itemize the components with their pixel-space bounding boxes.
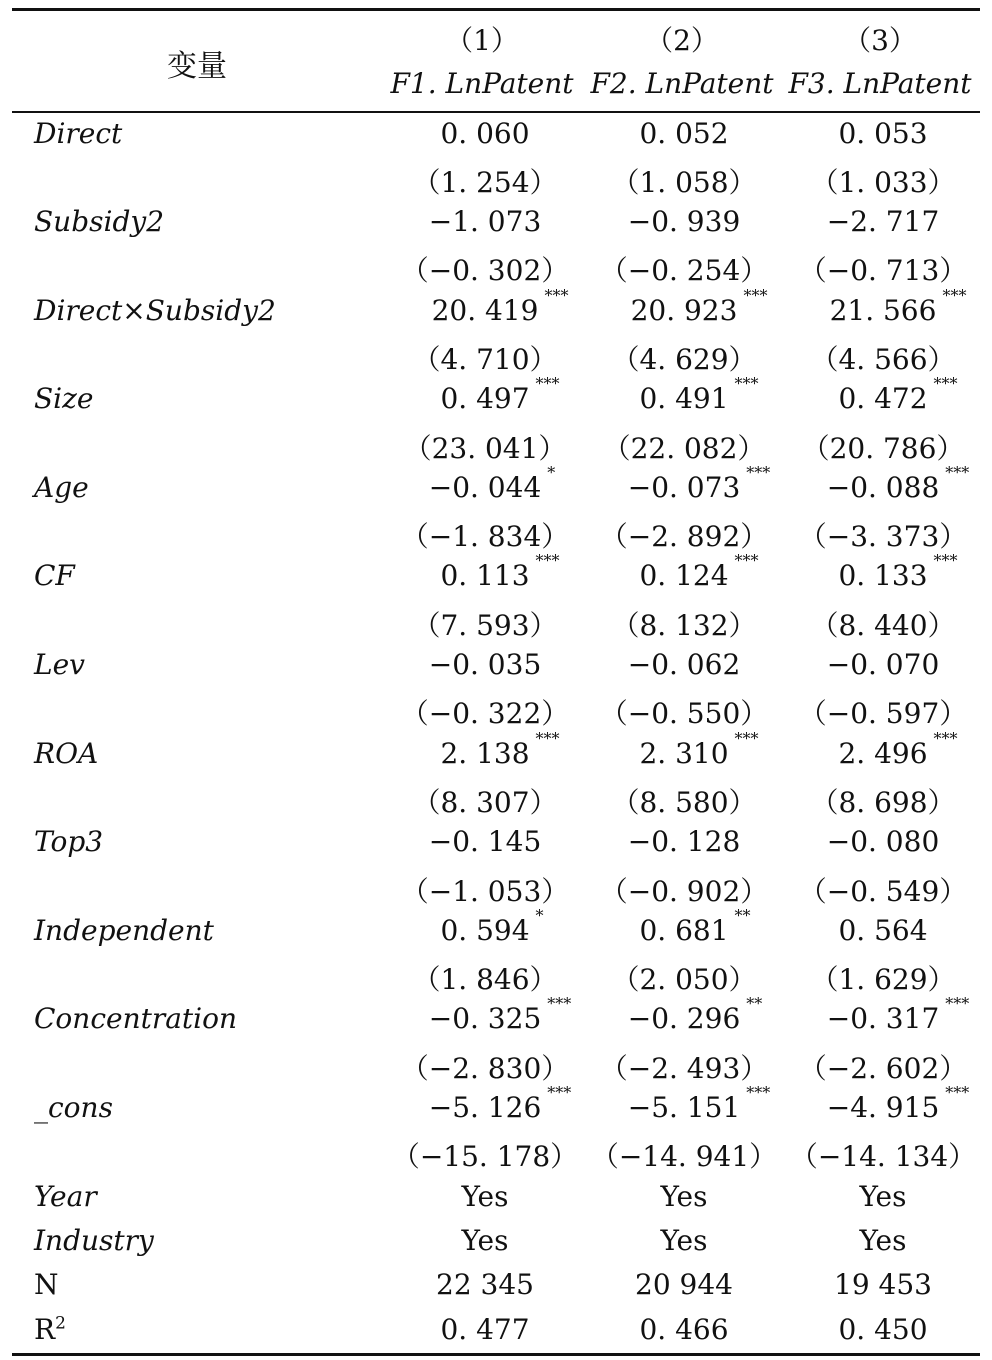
table-row [12,728,980,777]
coefficient-cell [788,551,978,593]
coefficient-value: −5. 151 *** [627,1083,771,1125]
coefficient-cell [589,374,779,416]
t-statistic-cell: （7. 593） [412,608,558,642]
coefficient-value: −0. 128 [627,825,741,859]
table-row [12,994,980,1042]
coefficient-cell [788,914,978,947]
significance-stars: *** [933,551,958,571]
significance-stars: *** [734,374,759,394]
t-statistic-cell: （−0. 549） [798,874,968,908]
t-statistic-cell: （8. 440） [810,608,956,642]
table-row-tstat [12,866,980,910]
coefficient-value: 0. 053 [838,116,928,150]
coefficient-cell [589,648,779,681]
coefficient-cell [788,374,978,416]
t-statistic-cell: （1. 629） [810,963,956,997]
t-statistic-cell: （−0. 597） [798,697,968,731]
coefficient-value: 21. 566 *** [829,285,967,327]
t-statistic-cell: （−2. 830） [400,1051,570,1085]
coefficient-cell [589,462,779,504]
significance-stars: *** [743,285,768,305]
footer-row [12,1176,980,1220]
coefficient-value: 0. 113 *** [440,551,560,593]
coefficient-value: 0. 594 * [440,905,544,947]
significance-stars: *** [746,1083,771,1103]
table-body [12,113,980,1353]
coefficient-value: 2. 138 *** [440,728,560,770]
coefficient-value: −5. 126 *** [428,1083,572,1125]
footer-value: 0. 450 [838,1312,928,1346]
column-number: （2） [645,24,719,57]
column-number: （1） [445,24,519,57]
variable-label: Lev [34,648,85,682]
footer-label [34,1180,97,1213]
significance-stars: *** [945,462,970,482]
footer-value: Yes [859,1179,907,1213]
significance-stars: *** [535,728,560,748]
coefficient-value: 0. 052 [639,116,729,150]
table-row-tstat [12,1043,980,1087]
coefficient-value: −2. 717 [826,205,940,239]
coefficient-cell [788,994,978,1036]
t-statistic-cell: （−2. 493） [599,1051,769,1085]
coefficient-cell [589,905,779,947]
coefficient-value: 0. 124 *** [639,551,759,593]
footer-value: 0. 466 [639,1312,729,1346]
t-statistic-cell: （22. 082） [602,431,766,465]
coefficient-value: 0. 681 ** [639,905,751,947]
coefficient-cell [589,117,779,150]
coefficient-cell [589,551,779,593]
significance-stars: *** [544,285,569,305]
t-statistic-cell: （−15. 178） [391,1140,579,1174]
t-statistic-cell: （23. 041） [403,431,567,465]
significance-stars: *** [942,285,967,305]
coefficient-value: −0. 073 *** [627,462,771,504]
coefficient-value: −0. 325 *** [428,994,572,1036]
column-number: （3） [843,24,917,57]
t-statistic-cell: （8. 132） [611,608,757,642]
coefficient-cell [788,462,978,504]
table-row-tstat [12,423,980,467]
coefficient-value: 0. 497 *** [440,374,560,416]
coefficient-cell [390,285,580,327]
coefficient-cell [589,994,779,1036]
coefficient-value: 2. 310 *** [639,728,759,770]
footer-value: Yes [660,1179,708,1213]
table-row-tstat [12,511,980,555]
table-row [12,201,980,245]
significance-stars: *** [734,728,759,748]
significance-stars: *** [945,994,970,1014]
variable-label: _cons [34,1091,113,1125]
significance-stars: *** [547,994,572,1014]
t-statistic-cell: （−0. 713） [798,254,968,288]
footer-value: Yes [461,1223,509,1257]
coefficient-cell [788,117,978,150]
coefficient-cell [589,728,779,770]
table-row [12,285,980,334]
coefficient-cell [390,462,580,504]
t-statistic-cell: （−1. 834） [400,520,570,554]
footer-value: 19 453 [834,1268,932,1302]
variable-label: Direct [34,116,123,150]
footer-label [34,1268,59,1301]
coefficient-cell [390,648,580,681]
table-row [12,821,980,865]
t-statistic-cell: （−14. 134） [789,1140,977,1174]
coefficient-cell [589,285,779,327]
coefficient-value: −0. 070 [826,648,940,682]
coefficient-value: −0. 145 [428,825,542,859]
significance-stars: *** [933,374,958,394]
table-row [12,462,980,511]
significance-stars: ** [734,905,751,925]
table-row-tstat [12,245,980,289]
coefficient-value: −0. 088 *** [826,462,970,504]
significance-stars: *** [746,462,771,482]
variable-label: Size [34,382,94,416]
variable-label: Independent [34,913,214,947]
coefficient-cell [390,905,580,947]
t-statistic-cell: （1. 033） [810,165,956,199]
t-statistic-cell: （1. 254） [412,165,558,199]
regression-table [12,8,980,1356]
coefficient-cell [589,825,779,858]
significance-stars: *** [734,551,759,571]
coefficient-value: 20. 923 *** [630,285,768,327]
coefficient-cell [788,285,978,327]
significance-stars: *** [547,1083,572,1103]
table-row-tstat [12,688,980,732]
significance-stars: *** [933,728,958,748]
coefficient-cell [390,728,580,770]
t-statistic-cell: （−0. 902） [599,874,769,908]
variable-label: Concentration [34,1002,238,1036]
table-row [12,905,980,954]
coefficient-value: −0. 080 [826,825,940,859]
coefficient-cell [589,205,779,238]
footer-label-text: Year [34,1179,97,1213]
column-label: F3. LnPatent [788,67,972,100]
coefficient-value: −0. 317 *** [826,994,970,1036]
t-statistic-cell: （8. 307） [412,785,558,819]
column-label: F2. LnPatent [590,67,774,100]
footer-value: 20 944 [635,1268,733,1302]
footer-label-text: N [34,1268,59,1302]
table-row-tstat [12,1131,980,1175]
footer-value: Yes [660,1223,708,1257]
table-row [12,374,980,422]
table-row [12,551,980,599]
footer-label-text: Industry [34,1223,154,1257]
footer-value: 22 345 [436,1268,534,1302]
table-row-tstat [12,777,980,821]
coefficient-value: 0. 564 [838,913,928,947]
t-statistic-cell: （4. 629） [611,342,757,376]
variable-label: Top3 [34,825,104,859]
footer-label-superscript: 2 [55,1313,66,1334]
footer-label-text: R [34,1312,56,1346]
coefficient-value: 0. 133 *** [838,551,958,593]
t-statistic-cell: （−0. 550） [599,697,769,731]
t-statistic-cell: （1. 058） [611,165,757,199]
significance-stars: ** [746,994,763,1014]
t-statistic-cell: （−2. 892） [599,520,769,554]
table-row [12,113,980,157]
column-label: F1. LnPatent [390,67,574,100]
table-row-tstat [12,954,980,998]
table-row-tstat [12,600,980,644]
t-statistic-cell: （2. 050） [611,963,757,997]
t-statistic-cell: （4. 710） [412,342,558,376]
t-statistic-cell: （8. 698） [810,785,956,819]
footer-value: Yes [859,1223,907,1257]
footer-label [34,1224,154,1257]
significance-stars: *** [535,374,560,394]
coefficient-value: −0. 044 * [428,462,556,504]
significance-stars: *** [945,1083,970,1103]
coefficient-cell [390,205,580,238]
t-statistic-cell: （−0. 302） [400,254,570,288]
significance-stars: * [547,462,556,482]
coefficient-cell [589,1083,779,1125]
bottom-rule [12,1353,980,1356]
table-row [12,644,980,688]
footer-value: 0. 477 [440,1312,530,1346]
coefficient-value: −0. 062 [627,648,741,682]
table-row-tstat [12,157,980,201]
coefficient-value: −0. 035 [428,648,542,682]
footer-label [34,1313,66,1346]
t-statistic-cell: （20. 786） [801,431,965,465]
coefficient-cell [390,117,580,150]
t-statistic-cell: （−0. 254） [599,254,769,288]
t-statistic-cell: （−2. 602） [798,1051,968,1085]
coefficient-cell [390,825,580,858]
coefficient-value: 20. 419 *** [431,285,569,327]
table-row-tstat [12,334,980,378]
coefficient-cell [788,728,978,770]
coefficient-value: 2. 496 *** [838,728,958,770]
variable-header: 变量 [167,49,227,84]
coefficient-value: −4. 915 *** [826,1083,970,1125]
coefficient-cell [390,994,580,1036]
variable-label: Subsidy2 [34,205,165,239]
coefficient-value: −0. 939 [627,205,741,239]
coefficient-cell [390,374,580,416]
table-header [12,11,980,111]
t-statistic-cell: （8. 580） [611,785,757,819]
coefficient-cell [390,551,580,593]
t-statistic-cell: （4. 566） [810,342,956,376]
t-statistic-cell: （−3. 373） [798,520,968,554]
t-statistic-cell: （−0. 322） [400,697,570,731]
coefficient-value: −1. 073 [428,205,542,239]
table-row [12,1083,980,1131]
variable-label: Age [34,470,89,504]
coefficient-cell [788,648,978,681]
significance-stars: * [535,905,544,925]
footer-row [12,1264,980,1308]
t-statistic-cell: （−14. 941） [590,1140,778,1174]
t-statistic-cell: （−1. 053） [400,874,570,908]
variable-label: ROA [34,736,99,770]
coefficient-value: 0. 472 *** [838,374,958,416]
footer-row [12,1220,980,1264]
footer-value: Yes [461,1179,509,1213]
coefficient-cell [788,205,978,238]
coefficient-value: −0. 296 ** [627,994,763,1036]
variable-label: CF [34,559,75,593]
t-statistic-cell: （1. 846） [412,963,558,997]
coefficient-value: 0. 060 [440,116,530,150]
coefficient-cell [788,1083,978,1125]
coefficient-cell [390,1083,580,1125]
variable-label: Direct×Subsidy2 [34,293,276,327]
significance-stars: *** [535,551,560,571]
coefficient-value: 0. 491 *** [639,374,759,416]
coefficient-cell [788,825,978,858]
footer-row [12,1309,980,1353]
